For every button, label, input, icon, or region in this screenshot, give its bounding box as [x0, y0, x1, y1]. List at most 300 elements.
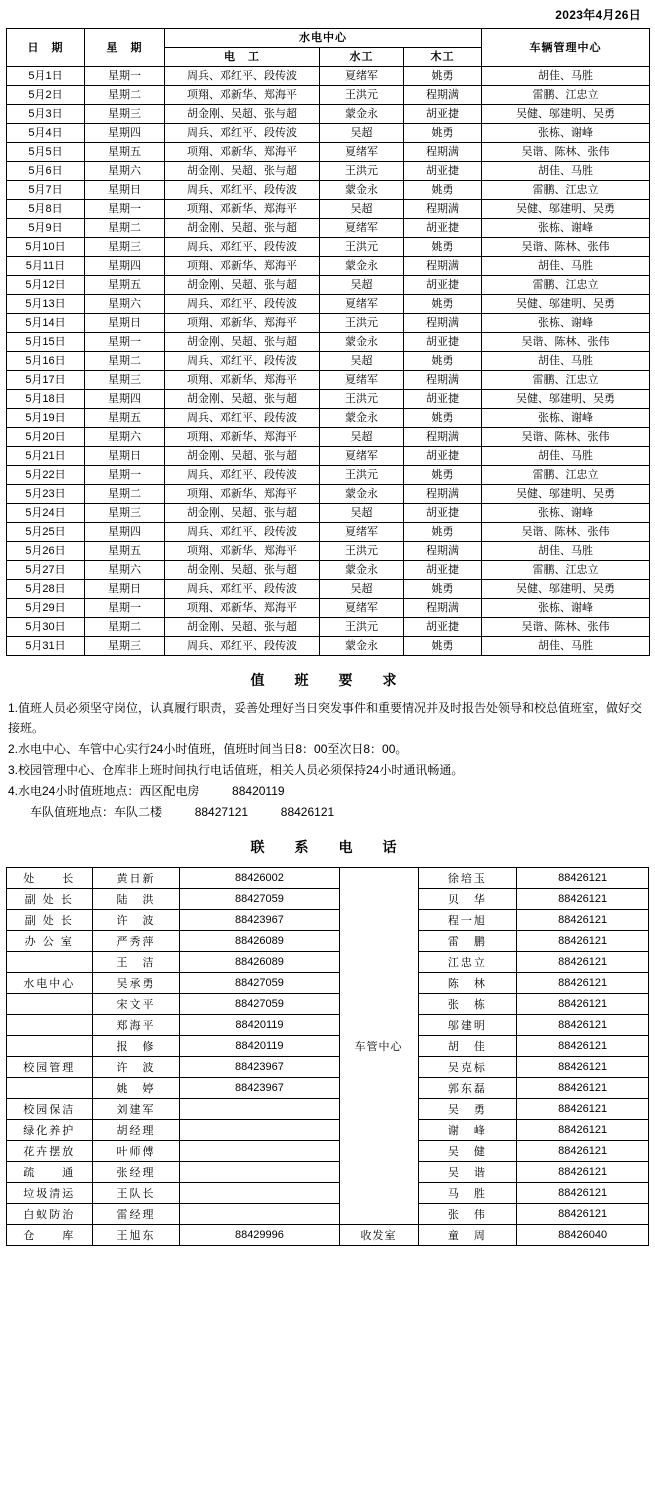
cell-electrician: 项翔、邓新华、郑海平 [165, 599, 320, 618]
contact-phone: 88423967 [180, 910, 339, 931]
cell-plumber: 蒙金永 [320, 637, 404, 656]
table-row [7, 542, 650, 561]
contact-row [7, 1057, 649, 1078]
cell-electrician: 胡金刚、吴超、张与超 [165, 219, 320, 238]
cell-weekday: 星期日 [85, 447, 165, 466]
cell-plumber: 蒙金永 [320, 181, 404, 200]
cell-electrician: 项翔、邓新华、郑海平 [165, 143, 320, 162]
cell-date: 5月28日 [7, 580, 85, 599]
contact-phone: 88423967 [180, 1057, 339, 1078]
table-row [7, 86, 650, 105]
cell-weekday: 星期五 [85, 409, 165, 428]
contact-phone: 88426089 [180, 931, 339, 952]
cell-date: 5月27日 [7, 561, 85, 580]
cell-vehicle: 吴谐、陈林、张伟 [482, 143, 650, 162]
cell-carpenter: 程期满 [404, 599, 482, 618]
contact-role: 花卉摆放 [7, 1141, 93, 1162]
cell-electrician: 项翔、邓新华、郑海平 [165, 428, 320, 447]
contact-name: 王队长 [92, 1183, 180, 1204]
cell-vehicle: 雷鹏、江忠立 [482, 466, 650, 485]
table-row [7, 314, 650, 333]
requirement-item-2: 2.水电中心、车管中心实行24小时值班，值班时间当日8：00至次日8：00。 [8, 742, 408, 756]
cell-carpenter: 程期满 [404, 257, 482, 276]
contact-name: 程一旭 [418, 910, 517, 931]
cell-date: 5月31日 [7, 637, 85, 656]
cell-vehicle: 张栋、谢峰 [482, 599, 650, 618]
cell-weekday: 星期六 [85, 162, 165, 181]
cell-carpenter: 程期满 [404, 314, 482, 333]
contact-phone: 88426121 [517, 1162, 649, 1183]
contact-role: 校园管理 [7, 1057, 93, 1078]
contact-phone: 88426121 [517, 1078, 649, 1099]
contact-role [7, 994, 93, 1015]
cell-carpenter: 胡亚捷 [404, 276, 482, 295]
cell-carpenter: 程期满 [404, 143, 482, 162]
cell-plumber: 吴超 [320, 428, 404, 447]
cell-weekday: 星期五 [85, 276, 165, 295]
cell-plumber: 王洪元 [320, 542, 404, 561]
contact-role [7, 1078, 93, 1099]
cell-date: 5月17日 [7, 371, 85, 390]
cell-carpenter: 程期满 [404, 371, 482, 390]
contact-role: 垃圾清运 [7, 1183, 93, 1204]
contact-phone: 88426089 [180, 952, 339, 973]
table-row [7, 618, 650, 637]
cell-vehicle: 张栋、谢峰 [482, 124, 650, 143]
cell-vehicle: 雷鹏、江忠立 [482, 86, 650, 105]
cell-vehicle: 雷鹏、江忠立 [482, 181, 650, 200]
cell-carpenter: 程期满 [404, 200, 482, 219]
cell-plumber: 吴超 [320, 352, 404, 371]
cell-weekday: 星期二 [85, 352, 165, 371]
cell-weekday: 星期二 [85, 86, 165, 105]
contact-role: 副 处 长 [7, 889, 93, 910]
cell-electrician: 项翔、邓新华、郑海平 [165, 257, 320, 276]
cell-vehicle: 胡佳、马胜 [482, 257, 650, 276]
cell-date: 5月13日 [7, 295, 85, 314]
table-row [7, 561, 650, 580]
cell-carpenter: 姚勇 [404, 181, 482, 200]
cell-vehicle: 吴健、邬建明、吴勇 [482, 105, 650, 124]
cell-date: 5月24日 [7, 504, 85, 523]
contact-row [7, 1099, 649, 1120]
cell-date: 5月3日 [7, 105, 85, 124]
contact-name: 雷 鹏 [418, 931, 517, 952]
table-row [7, 371, 650, 390]
contact-name: 张经理 [92, 1162, 180, 1183]
cell-weekday: 星期六 [85, 295, 165, 314]
contact-name: 姚 婷 [92, 1078, 180, 1099]
table-row [7, 637, 650, 656]
contact-role: 副 处 长 [7, 910, 93, 931]
contact-name: 王 洁 [92, 952, 180, 973]
cell-plumber: 蒙金永 [320, 105, 404, 124]
contact-phone: 88426121 [517, 868, 649, 889]
contact-phone: 88426002 [180, 868, 339, 889]
table-row [7, 599, 650, 618]
cell-electrician: 胡金刚、吴超、张与超 [165, 390, 320, 409]
table-row [7, 390, 650, 409]
contact-phone: 88423967 [180, 1078, 339, 1099]
contact-name: 雷经理 [92, 1204, 180, 1225]
cell-electrician: 胡金刚、吴超、张与超 [165, 105, 320, 124]
cell-vehicle: 吴健、邬建明、吴勇 [482, 390, 650, 409]
cell-vehicle: 张栋、谢峰 [482, 409, 650, 428]
table-row [7, 466, 650, 485]
contact-role [7, 1015, 93, 1036]
cell-vehicle: 吴健、邬建明、吴勇 [482, 485, 650, 504]
contact-phone: 88427059 [180, 973, 339, 994]
contact-role: 白蚁防治 [7, 1204, 93, 1225]
cell-date: 5月7日 [7, 181, 85, 200]
cell-date: 5月21日 [7, 447, 85, 466]
table-row [7, 143, 650, 162]
cell-date: 5月1日 [7, 67, 85, 86]
cell-date: 5月22日 [7, 466, 85, 485]
cell-plumber: 夏绪军 [320, 67, 404, 86]
contact-phone: 88426121 [517, 1141, 649, 1162]
cell-vehicle: 雷鹏、江忠立 [482, 371, 650, 390]
contact-role: 仓 库 [7, 1225, 93, 1246]
cell-weekday: 星期六 [85, 428, 165, 447]
cell-vehicle: 胡佳、马胜 [482, 162, 650, 181]
cell-date: 5月26日 [7, 542, 85, 561]
contact-phone [180, 1183, 339, 1204]
cell-electrician: 胡金刚、吴超、张与超 [165, 162, 320, 181]
contact-name: 吴 勇 [418, 1099, 517, 1120]
cell-date: 5月20日 [7, 428, 85, 447]
shift-schedule-table [6, 28, 650, 656]
cell-carpenter: 胡亚捷 [404, 447, 482, 466]
contact-row [7, 1078, 649, 1099]
cell-date: 5月30日 [7, 618, 85, 637]
contact-name: 谢 峰 [418, 1120, 517, 1141]
cell-electrician: 周兵、邓红平、段传波 [165, 580, 320, 599]
contact-name: 江忠立 [418, 952, 517, 973]
cell-carpenter: 胡亚捷 [404, 618, 482, 637]
table-row [7, 238, 650, 257]
cell-carpenter: 胡亚捷 [404, 162, 482, 181]
requirement-item-4-text: 4.水电24小时值班地点：西区配电房 [8, 784, 200, 798]
cell-electrician: 周兵、邓红平、段传波 [165, 637, 320, 656]
cell-date: 5月11日 [7, 257, 85, 276]
contact-role: 疏 通 [7, 1162, 93, 1183]
contact-name: 张 栋 [418, 994, 517, 1015]
cell-electrician: 周兵、邓红平、段传波 [165, 466, 320, 485]
cell-plumber: 王洪元 [320, 466, 404, 485]
table-row [7, 162, 650, 181]
cell-vehicle: 张栋、谢峰 [482, 219, 650, 238]
contact-phone: 88426121 [517, 994, 649, 1015]
cell-carpenter: 胡亚捷 [404, 561, 482, 580]
cell-plumber: 夏绪军 [320, 447, 404, 466]
contact-name: 胡经理 [92, 1120, 180, 1141]
cell-electrician: 胡金刚、吴超、张与超 [165, 618, 320, 637]
contact-row [7, 973, 649, 994]
cell-plumber: 夏绪军 [320, 371, 404, 390]
cell-plumber: 吴超 [320, 580, 404, 599]
contact-name: 邬建明 [418, 1015, 517, 1036]
contact-role: 办 公 室 [7, 931, 93, 952]
contact-phone: 88426121 [517, 973, 649, 994]
cell-weekday: 星期三 [85, 371, 165, 390]
cell-carpenter: 姚勇 [404, 637, 482, 656]
document-date: 2023年4月26日 [555, 8, 641, 22]
contact-row [7, 1183, 649, 1204]
cell-plumber: 王洪元 [320, 314, 404, 333]
cell-date: 5月2日 [7, 86, 85, 105]
contact-phone [180, 1162, 339, 1183]
table-row [7, 276, 650, 295]
cell-vehicle: 胡佳、马胜 [482, 542, 650, 561]
cell-date: 5月5日 [7, 143, 85, 162]
cell-carpenter: 胡亚捷 [404, 219, 482, 238]
contact-name: 童 周 [418, 1225, 517, 1246]
cell-carpenter: 程期满 [404, 542, 482, 561]
contact-name: 贝 华 [418, 889, 517, 910]
contact-name: 张 伟 [418, 1204, 517, 1225]
cell-plumber: 王洪元 [320, 618, 404, 637]
contact-name: 郭东磊 [418, 1078, 517, 1099]
header-water-electric-center: 水电中心 [165, 29, 482, 48]
cell-carpenter: 程期满 [404, 428, 482, 447]
cell-electrician: 项翔、邓新华、郑海平 [165, 542, 320, 561]
cell-plumber: 吴超 [320, 504, 404, 523]
contact-phone: 88426121 [517, 1183, 649, 1204]
cell-plumber: 夏绪军 [320, 599, 404, 618]
cell-plumber: 吴超 [320, 200, 404, 219]
cell-weekday: 星期四 [85, 523, 165, 542]
cell-plumber: 王洪元 [320, 86, 404, 105]
cell-weekday: 星期一 [85, 67, 165, 86]
cell-date: 5月14日 [7, 314, 85, 333]
contact-name: 黄日新 [92, 868, 180, 889]
cell-plumber: 吴超 [320, 124, 404, 143]
cell-electrician: 周兵、邓红平、段传波 [165, 124, 320, 143]
contact-row [7, 889, 649, 910]
contact-phone: 88426040 [517, 1225, 649, 1246]
contact-phone: 88426121 [517, 1015, 649, 1036]
contact-group-mailroom: 收发室 [339, 1225, 418, 1246]
cell-carpenter: 程期满 [404, 86, 482, 105]
contact-row [7, 1120, 649, 1141]
cell-date: 5月15日 [7, 333, 85, 352]
cell-weekday: 星期一 [85, 599, 165, 618]
contact-phone: 88426121 [517, 931, 649, 952]
table-row [7, 504, 650, 523]
contact-name: 严秀萍 [92, 931, 180, 952]
cell-electrician: 胡金刚、吴超、张与超 [165, 333, 320, 352]
contact-phone: 88429996 [180, 1225, 339, 1246]
cell-plumber: 王洪元 [320, 390, 404, 409]
contact-phone: 88426121 [517, 1120, 649, 1141]
cell-date: 5月16日 [7, 352, 85, 371]
cell-carpenter: 姚勇 [404, 238, 482, 257]
cell-date: 5月8日 [7, 200, 85, 219]
cell-electrician: 项翔、邓新华、郑海平 [165, 86, 320, 105]
cell-carpenter: 姚勇 [404, 295, 482, 314]
contact-phone [180, 1204, 339, 1225]
table-row [7, 219, 650, 238]
header-carpenter: 木工 [404, 48, 482, 67]
cell-vehicle: 吴健、邬建明、吴勇 [482, 200, 650, 219]
contact-role: 校园保洁 [7, 1099, 93, 1120]
cell-vehicle: 吴健、邬建明、吴勇 [482, 295, 650, 314]
contact-row [7, 952, 649, 973]
cell-weekday: 星期六 [85, 561, 165, 580]
contact-row [7, 1036, 649, 1057]
cell-date: 5月25日 [7, 523, 85, 542]
cell-weekday: 星期三 [85, 637, 165, 656]
contact-phone: 88426121 [517, 910, 649, 931]
table-row [7, 295, 650, 314]
cell-electrician: 周兵、邓红平、段传波 [165, 295, 320, 314]
contact-role: 绿化养护 [7, 1120, 93, 1141]
contact-role [7, 952, 93, 973]
cell-vehicle: 胡佳、马胜 [482, 447, 650, 466]
cell-weekday: 星期二 [85, 219, 165, 238]
contact-name: 宋文平 [92, 994, 180, 1015]
cell-plumber: 蒙金永 [320, 409, 404, 428]
table-row [7, 257, 650, 276]
cell-vehicle: 吴谐、陈林、张伟 [482, 428, 650, 447]
cell-plumber: 夏绪军 [320, 143, 404, 162]
contact-name: 吴承勇 [92, 973, 180, 994]
contact-row [7, 1162, 649, 1183]
cell-date: 5月4日 [7, 124, 85, 143]
table-row [7, 200, 650, 219]
cell-weekday: 星期四 [85, 124, 165, 143]
fleet-duty-location [8, 802, 647, 822]
cell-date: 5月12日 [7, 276, 85, 295]
cell-weekday: 星期日 [85, 314, 165, 333]
table-row [7, 124, 650, 143]
contact-name: 胡 佳 [418, 1036, 517, 1057]
cell-vehicle: 雷鹏、江忠立 [482, 561, 650, 580]
contact-phone: 88426121 [517, 952, 649, 973]
cell-vehicle: 胡佳、马胜 [482, 637, 650, 656]
cell-plumber: 蒙金永 [320, 257, 404, 276]
contact-name: 吴 谐 [418, 1162, 517, 1183]
contact-row [7, 1141, 649, 1162]
cell-plumber: 吴超 [320, 276, 404, 295]
requirements-title: 值 班 要 求 [250, 672, 405, 688]
cell-weekday: 星期三 [85, 504, 165, 523]
table-row [7, 105, 650, 124]
contact-name: 马 胜 [418, 1183, 517, 1204]
duty-phone: 88420119 [232, 784, 285, 798]
cell-carpenter: 胡亚捷 [404, 390, 482, 409]
table-row [7, 352, 650, 371]
table-row [7, 333, 650, 352]
cell-date: 5月23日 [7, 485, 85, 504]
cell-weekday: 星期二 [85, 618, 165, 637]
cell-plumber: 夏绪军 [320, 219, 404, 238]
contact-role [7, 1036, 93, 1057]
contact-role: 水电中心 [7, 973, 93, 994]
contact-phone: 88427059 [180, 889, 339, 910]
cell-vehicle: 胡佳、马胜 [482, 352, 650, 371]
cell-date: 5月6日 [7, 162, 85, 181]
cell-weekday: 星期五 [85, 542, 165, 561]
header-date: 日 期 [7, 29, 85, 67]
contact-phone: 88426121 [517, 889, 649, 910]
cell-carpenter: 姚勇 [404, 352, 482, 371]
cell-carpenter: 姚勇 [404, 466, 482, 485]
cell-carpenter: 胡亚捷 [404, 504, 482, 523]
contact-name: 王旭东 [92, 1225, 180, 1246]
contact-row [7, 1204, 649, 1225]
cell-vehicle: 吴健、邬建明、吴勇 [482, 580, 650, 599]
cell-electrician: 胡金刚、吴超、张与超 [165, 276, 320, 295]
header-plumber: 水工 [320, 48, 404, 67]
header-electrician: 电 工 [165, 48, 320, 67]
contact-phone [180, 1099, 339, 1120]
cell-electrician: 周兵、邓红平、段传波 [165, 409, 320, 428]
contact-phone: 88426121 [517, 1057, 649, 1078]
requirement-item-1: 1.值班人员必须坚守岗位，认真履行职责，妥善处理好当日突发事件和重要情况并及时报告处领导和校总值班室，做好交接班。 [8, 701, 643, 735]
fleet-phone-1: 88427121 [194, 805, 249, 819]
shift-table-body [7, 67, 650, 656]
cell-electrician: 周兵、邓红平、段传波 [165, 238, 320, 257]
contact-row [7, 931, 649, 952]
table-row [7, 580, 650, 599]
cell-weekday: 星期一 [85, 200, 165, 219]
header-weekday: 星 期 [85, 29, 165, 67]
shift-table-head [7, 29, 650, 67]
contact-phone: 88420119 [180, 1036, 339, 1057]
cell-vehicle: 吴谐、陈林、张伟 [482, 333, 650, 352]
table-row [7, 409, 650, 428]
cell-electrician: 周兵、邓红平、段传波 [165, 352, 320, 371]
contact-phone: 88420119 [180, 1015, 339, 1036]
header-vehicle-center: 车辆管理中心 [482, 29, 650, 67]
cell-electrician: 周兵、邓红平、段传波 [165, 67, 320, 86]
table-row [7, 485, 650, 504]
cell-carpenter: 程期满 [404, 485, 482, 504]
cell-vehicle: 吴谐、陈林、张伟 [482, 523, 650, 542]
cell-electrician: 胡金刚、吴超、张与超 [165, 447, 320, 466]
table-row [7, 523, 650, 542]
cell-vehicle: 张栋、谢峰 [482, 504, 650, 523]
contacts-table [6, 867, 649, 1246]
contact-phone: 88427059 [180, 994, 339, 1015]
cell-weekday: 星期三 [85, 238, 165, 257]
table-header-row-1 [7, 29, 650, 48]
fleet-duty-label: 车队值班地点：车队二楼 [30, 805, 163, 819]
cell-plumber: 蒙金永 [320, 485, 404, 504]
contact-name: 徐培玉 [418, 868, 517, 889]
contact-row [7, 1225, 649, 1246]
cell-vehicle: 吴谐、陈林、张伟 [482, 618, 650, 637]
cell-carpenter: 姚勇 [404, 67, 482, 86]
cell-date: 5月19日 [7, 409, 85, 428]
contact-row [7, 910, 649, 931]
cell-carpenter: 姚勇 [404, 523, 482, 542]
requirement-item-3: 3.校园管理中心、仓库非上班时间执行电话值班，相关人员必须保持24小时通讯畅通。 [8, 763, 464, 777]
contact-group-vehicle-center: 车管中心 [339, 868, 418, 1225]
cell-carpenter: 胡亚捷 [404, 333, 482, 352]
contacts-table-body [7, 868, 649, 1246]
cell-carpenter: 姚勇 [404, 124, 482, 143]
fleet-phone-2: 88426121 [280, 805, 335, 819]
cell-weekday: 星期二 [85, 485, 165, 504]
cell-carpenter: 胡亚捷 [404, 105, 482, 124]
cell-plumber: 蒙金永 [320, 561, 404, 580]
table-row [7, 428, 650, 447]
contact-phone: 88426121 [517, 1036, 649, 1057]
cell-weekday: 星期四 [85, 257, 165, 276]
